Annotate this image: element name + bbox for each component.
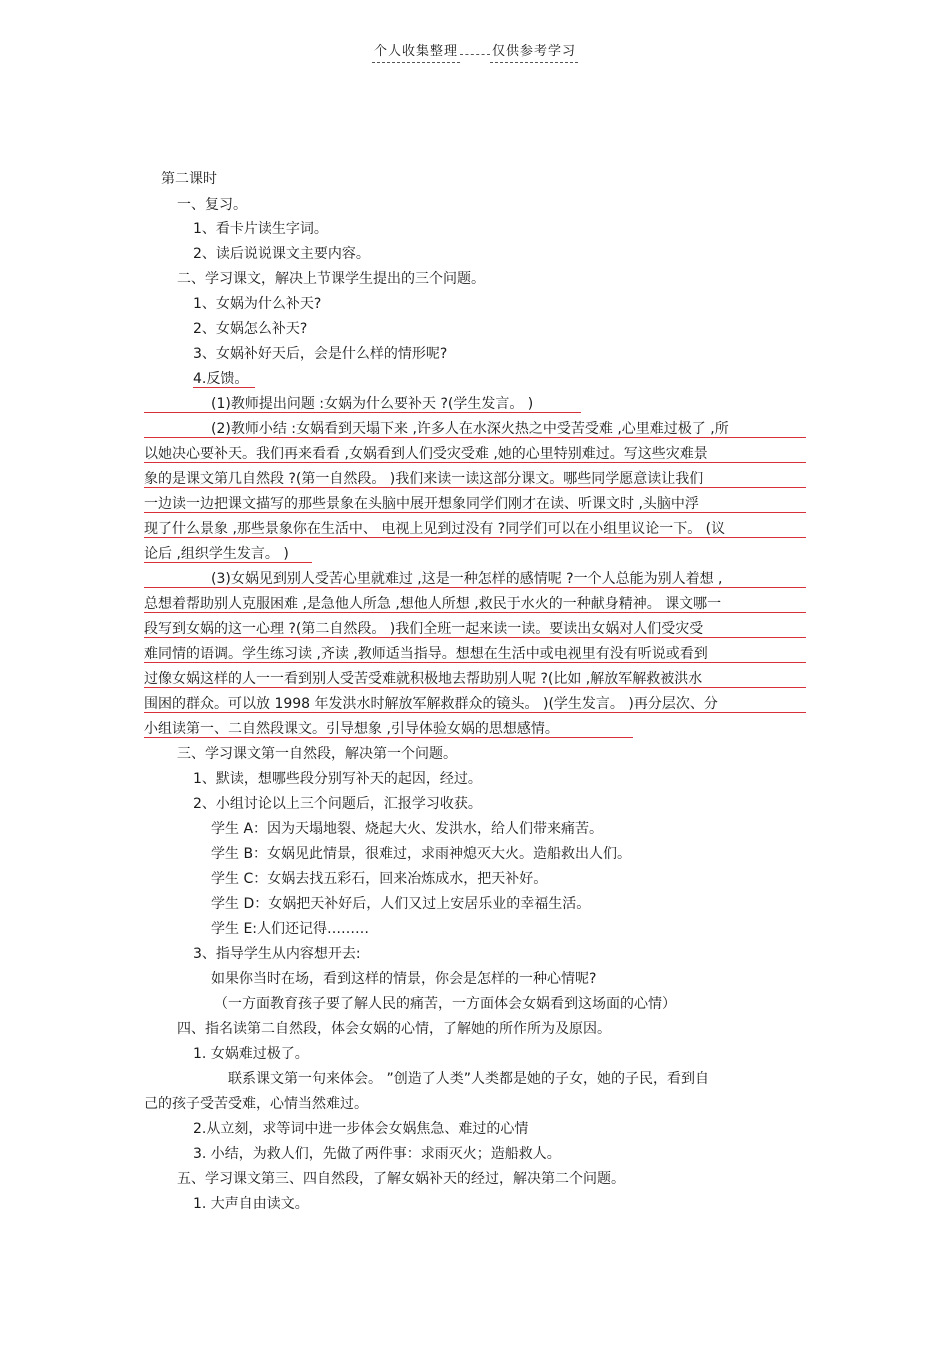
list-item: 2、女娲怎么补天? bbox=[193, 321, 308, 337]
paragraph-line: 象的是课文第几自然段 ?(第一自然段。 )我们来读一读这部分课文。哪些同学愿意读让我们 bbox=[144, 471, 704, 487]
lesson-title: 第二课时 bbox=[161, 171, 217, 187]
paragraph-line: （一方面教育孩子要了解人民的痛苦，一方面体会女娲看到这场面的心情） bbox=[214, 996, 676, 1012]
header-left-text: 个人收集整理 bbox=[372, 40, 460, 63]
list-item: 3、指导学生从内容想开去: bbox=[193, 946, 361, 962]
paragraph-line: 总想着帮助别人克服困难 ,是急他人所急 ,想他人所想 ,救民于水火的一种献身精神。 课文哪一 bbox=[144, 596, 722, 612]
red-underline bbox=[144, 437, 806, 438]
student-answer: 学生 D：女娲把天补好后，人们又过上安居乐业的幸福生活。 bbox=[211, 896, 591, 912]
red-underline bbox=[144, 487, 806, 488]
list-item: 1、看卡片读生字词。 bbox=[193, 221, 328, 237]
section-heading: 三、学习课文第一自然段，解决第一个问题。 bbox=[177, 746, 457, 762]
paragraph-line: (1)教师提出问题 :女娲为什么要补天 ?(学生发言。 ) bbox=[211, 396, 534, 412]
student-answer: 学生 B：女娲见此情景，很难过，求雨神熄灭大火。造船救出人们。 bbox=[211, 846, 632, 862]
paragraph-line: 以她决心要补天。我们再来看看 ,女娲看到人们受灾受难 ,她的心里特别难过。写这些灾难景 bbox=[144, 446, 708, 462]
student-answer: 学生 A：因为天塌地裂、烧起大火、发洪水，给人们带来痛苦。 bbox=[211, 821, 604, 837]
list-item: 1. 大声自由读文。 bbox=[193, 1196, 309, 1212]
red-underline bbox=[144, 537, 806, 538]
section-heading: 四、指名读第二自然段，体会女娲的心情，了解她的所作所为及原因。 bbox=[177, 1021, 611, 1037]
red-underline bbox=[144, 462, 806, 463]
paragraph-line: (3)女娲见到别人受苦心里就难过 ,这是一种怎样的感情呢 ?一个人总能为别人着想 , bbox=[211, 571, 723, 587]
red-underline bbox=[144, 662, 806, 663]
paragraph-line: 联系课文第一句来体会。 ”创造了人类”人类都是她的子女，她的子民，看到自 bbox=[228, 1071, 709, 1087]
red-underline bbox=[144, 737, 633, 738]
list-item: 4.反馈。 bbox=[193, 371, 249, 387]
paragraph-line: 围困的群众。可以放 1998 年发洪水时解放军解救群众的镜头。 )(学生发言。 )再分层次、分 bbox=[144, 696, 718, 712]
red-underline bbox=[144, 562, 312, 563]
paragraph-line: 己的孩子受苦受难，心情当然难过。 bbox=[144, 1096, 368, 1112]
list-item: 1、默读，想哪些段分别写补天的起因，经过。 bbox=[193, 771, 482, 787]
paragraph-line: 现了什么景象 ,那些景象你在生活中、 电视上见到过没有 ?同学们可以在小组里议论一下。 (议 bbox=[144, 521, 726, 537]
student-answer: 学生 E:人们还记得……… bbox=[211, 921, 370, 937]
red-underline bbox=[144, 412, 581, 413]
red-underline bbox=[144, 687, 806, 688]
page-header bbox=[0, 40, 950, 63]
header-right-text: 仅供参考学习 bbox=[490, 40, 578, 63]
red-underline bbox=[193, 387, 255, 388]
list-item: 3、女娲补好天后，会是什么样的情形呢? bbox=[193, 346, 448, 362]
section-heading: 一、复习。 bbox=[177, 197, 247, 213]
paragraph-line: 论后 ,组织学生发言。 ) bbox=[144, 546, 289, 562]
list-item: 3. 小结，为救人们，先做了两件事：求雨灭火；造船救人。 bbox=[193, 1146, 561, 1162]
list-item: 2、读后说说课文主要内容。 bbox=[193, 246, 370, 262]
student-answer: 学生 C：女娲去找五彩石，回来冶炼成水，把天补好。 bbox=[211, 871, 548, 887]
list-item: 1、女娲为什么补天? bbox=[193, 296, 322, 312]
paragraph-line: 段写到女娲的这一心理 ?(第二自然段。 )我们全班一起来读一读。要读出女娲对人们受灾受 bbox=[144, 621, 704, 637]
paragraph-line: 小组读第一、二自然段课文。引导想象 ,引导体验女娲的思想感情。 bbox=[144, 721, 559, 737]
red-underline bbox=[144, 512, 806, 513]
section-heading: 五、学习课文第三、四自然段，了解女娲补天的经过，解决第二个问题。 bbox=[177, 1171, 625, 1187]
list-item: 1. 女娲难过极了。 bbox=[193, 1046, 309, 1062]
paragraph-line: 如果你当时在场，看到这样的情景，你会是怎样的一种心情呢? bbox=[211, 971, 597, 987]
paragraph-line: 难同情的语调。学生练习读 ,齐读 ,教师适当指导。想想在生活中或电视里有没有听说或看到 bbox=[144, 646, 708, 662]
list-item: 2.从立刻，求等词中进一步体会女娲焦急、难过的心情 bbox=[193, 1121, 529, 1137]
paragraph-line: (2)教师小结 :女娲看到天塌下来 ,许多人在水深火热之中受苦受难 ,心里难过极了 ,所 bbox=[211, 421, 729, 437]
red-underline bbox=[144, 637, 806, 638]
red-underline bbox=[144, 712, 806, 713]
paragraph-line: 过像女娲这样的人一一看到别人受苦受难就积极地去帮助别人呢 ?(比如 ,解放军解救被洪水 bbox=[144, 671, 703, 687]
list-item: 2、小组讨论以上三个问题后，汇报学习收获。 bbox=[193, 796, 482, 812]
red-underline bbox=[144, 587, 806, 588]
section-heading: 二、学习课文，解决上节课学生提出的三个问题。 bbox=[177, 271, 485, 287]
red-underline bbox=[144, 612, 806, 613]
paragraph-line: 一边读一边把课文描写的那些景象在头脑中展开想象同学们刚才在读、听课文时 ,头脑中浮 bbox=[144, 496, 699, 512]
